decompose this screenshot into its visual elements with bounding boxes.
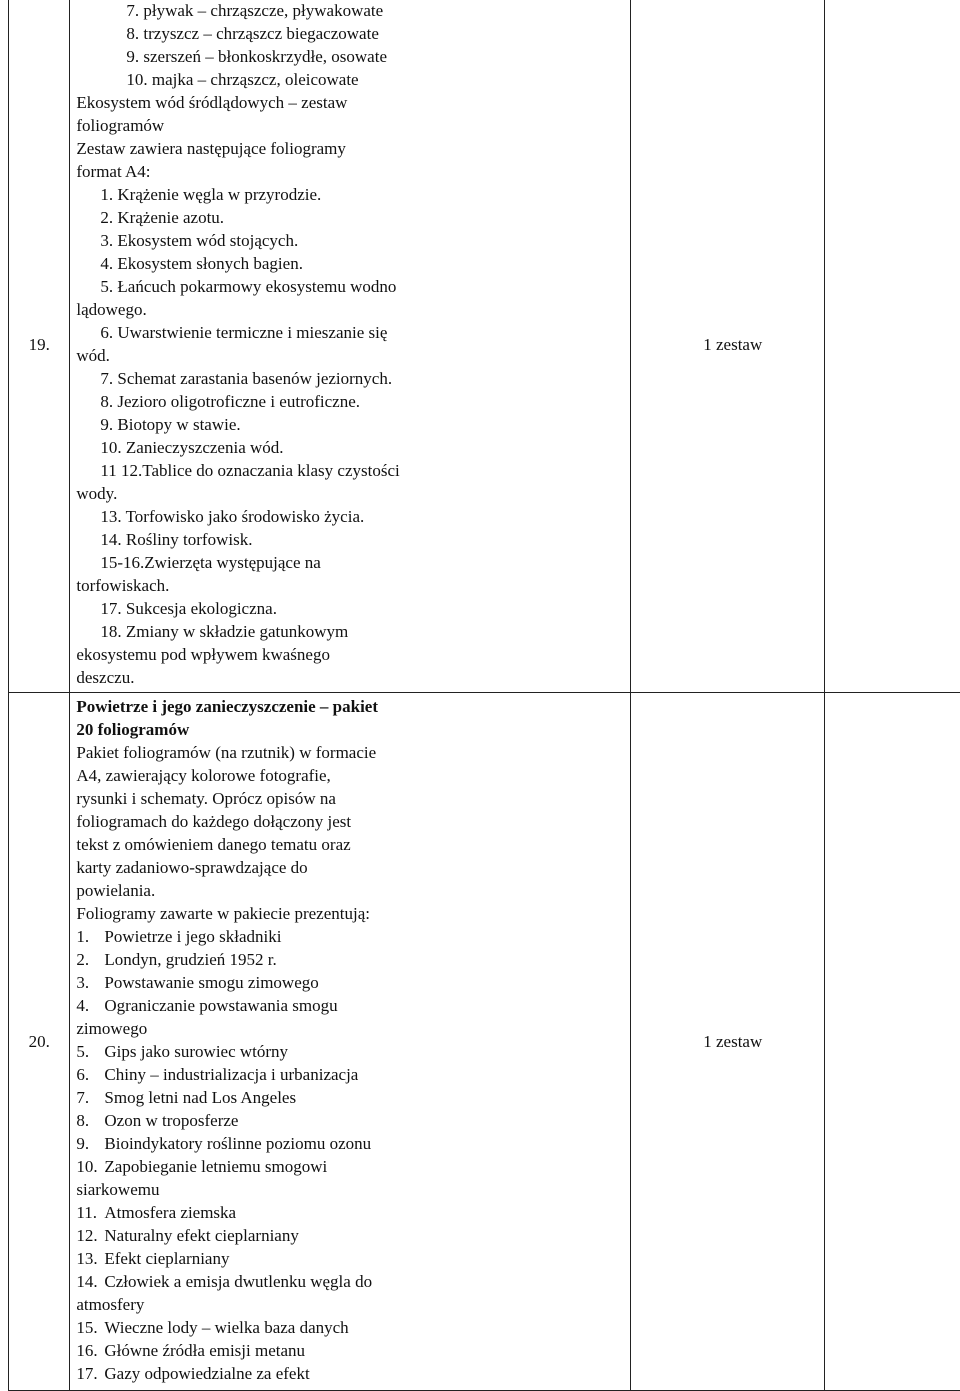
list-item: 5. Łańcuch pokarmowy ekosystemu wodno bbox=[100, 275, 624, 298]
foil-list bbox=[76, 183, 624, 689]
list-item: torfowiskach. bbox=[76, 574, 624, 597]
row-number: 19. bbox=[9, 0, 70, 693]
set-intro: Foliogramy zawarte w pakiecie prezentują: bbox=[76, 902, 624, 925]
set-intro: format A4: bbox=[76, 160, 624, 183]
list-item: 6. Uwarstwienie termiczne i mieszanie się bbox=[100, 321, 624, 344]
row-quantity: 1 zestaw bbox=[631, 0, 825, 693]
list-item: 8. Ozon w troposferze bbox=[76, 1109, 624, 1132]
list-item: 10. Zanieczyszczenia wód. bbox=[100, 436, 624, 459]
list-item: deszczu. bbox=[76, 666, 624, 689]
carryover-item: 10. majka – chrząszcz, oleicowate bbox=[126, 68, 624, 91]
equipment-table bbox=[8, 0, 960, 1391]
list-item: 5. Gips jako surowiec wtórny bbox=[76, 1040, 624, 1063]
set-intro: A4, zawierający kolorowe fotografie, bbox=[76, 764, 624, 787]
row-quantity: 1 zestaw bbox=[631, 693, 825, 1391]
set-title: foliogramów bbox=[76, 114, 624, 137]
list-item: 16. Główne źródła emisji metanu bbox=[76, 1339, 624, 1362]
foil-list bbox=[76, 925, 624, 1385]
list-item: 13. Efekt cieplarniany bbox=[76, 1247, 624, 1270]
list-item: 7. Schemat zarastania basenów jeziornych. bbox=[100, 367, 624, 390]
list-item: 9. Bioindykatory roślinne poziomu ozonu bbox=[76, 1132, 624, 1155]
carryover-item: 9. szerszeń – błonkoskrzydłe, osowate bbox=[126, 45, 624, 68]
list-item: 7. Smog letni nad Los Angeles bbox=[76, 1086, 624, 1109]
carryover-item: 8. trzyszcz – chrząszcz biegaczowate bbox=[126, 22, 624, 45]
row-description bbox=[70, 693, 631, 1391]
list-item: 2. Krążenie azotu. bbox=[100, 206, 624, 229]
list-item: atmosfery bbox=[76, 1293, 624, 1316]
list-item: 13. Torfowisko jako środowisko życia. bbox=[100, 505, 624, 528]
list-item: wody. bbox=[76, 482, 624, 505]
set-intro: karty zadaniowo-sprawdzające do bbox=[76, 856, 624, 879]
list-item: zimowego bbox=[76, 1017, 624, 1040]
list-item: 8. Jezioro oligotroficzne i eutroficzne. bbox=[100, 390, 624, 413]
list-item: 3. Powstawanie smogu zimowego bbox=[76, 971, 624, 994]
list-item: 11. Atmosfera ziemska bbox=[76, 1201, 624, 1224]
set-intro: Zestaw zawiera następujące foliogramy bbox=[76, 137, 624, 160]
list-item: 17. Sukcesja ekologiczna. bbox=[100, 597, 624, 620]
list-item: 17. Gazy odpowiedzialne za efekt bbox=[76, 1362, 624, 1385]
list-item: 14. Człowiek a emisja dwutlenku węgla do bbox=[76, 1270, 624, 1293]
list-item: 12. Naturalny efekt cieplarniany bbox=[76, 1224, 624, 1247]
list-item: wód. bbox=[76, 344, 624, 367]
table-row-20 bbox=[9, 693, 960, 1391]
empty-cell bbox=[825, 0, 960, 693]
carryover-item: 7. pływak – chrząszcze, pływakowate bbox=[126, 0, 624, 22]
set-intro: Pakiet foliogramów (na rzutnik) w formacie bbox=[76, 741, 624, 764]
table-row-19 bbox=[9, 0, 960, 693]
list-item: 1. Powietrze i jego składniki bbox=[76, 925, 624, 948]
set-intro: powielania. bbox=[76, 879, 624, 902]
empty-cell bbox=[825, 693, 960, 1391]
set-title: Powietrze i jego zanieczyszczenie – pakiet bbox=[76, 695, 624, 718]
list-item: 11 12.Tablice do oznaczania klasy czystości bbox=[100, 459, 624, 482]
list-item: 4. Ograniczanie powstawania smogu bbox=[76, 994, 624, 1017]
list-item: 3. Ekosystem wód stojących. bbox=[100, 229, 624, 252]
list-item: 2. Londyn, grudzień 1952 r. bbox=[76, 948, 624, 971]
row-description bbox=[70, 0, 631, 693]
list-item: 15. Wieczne lody – wielka baza danych bbox=[76, 1316, 624, 1339]
list-item: 18. Zmiany w składzie gatunkowym bbox=[100, 620, 624, 643]
list-item: lądowego. bbox=[76, 298, 624, 321]
list-item: 1. Krążenie węgla w przyrodzie. bbox=[100, 183, 624, 206]
set-intro: foliogramach do każdego dołączony jest bbox=[76, 810, 624, 833]
list-item: ekosystemu pod wpływem kwaśnego bbox=[76, 643, 624, 666]
set-title: Ekosystem wód śródlądowych – zestaw bbox=[76, 91, 624, 114]
row-number: 20. bbox=[9, 693, 70, 1391]
list-item: 10. Zapobieganie letniemu smogowi bbox=[76, 1155, 624, 1178]
list-item: 4. Ekosystem słonych bagien. bbox=[100, 252, 624, 275]
list-item: 9. Biotopy w stawie. bbox=[100, 413, 624, 436]
set-intro: rysunki i schematy. Oprócz opisów na bbox=[76, 787, 624, 810]
list-item: 6. Chiny – industrializacja i urbanizacja bbox=[76, 1063, 624, 1086]
list-item: 14. Rośliny torfowisk. bbox=[100, 528, 624, 551]
set-intro: tekst z omówieniem danego tematu oraz bbox=[76, 833, 624, 856]
list-item: 15-16.Zwierzęta występujące na bbox=[100, 551, 624, 574]
list-item: siarkowemu bbox=[76, 1178, 624, 1201]
set-title: 20 foliogramów bbox=[76, 718, 624, 741]
